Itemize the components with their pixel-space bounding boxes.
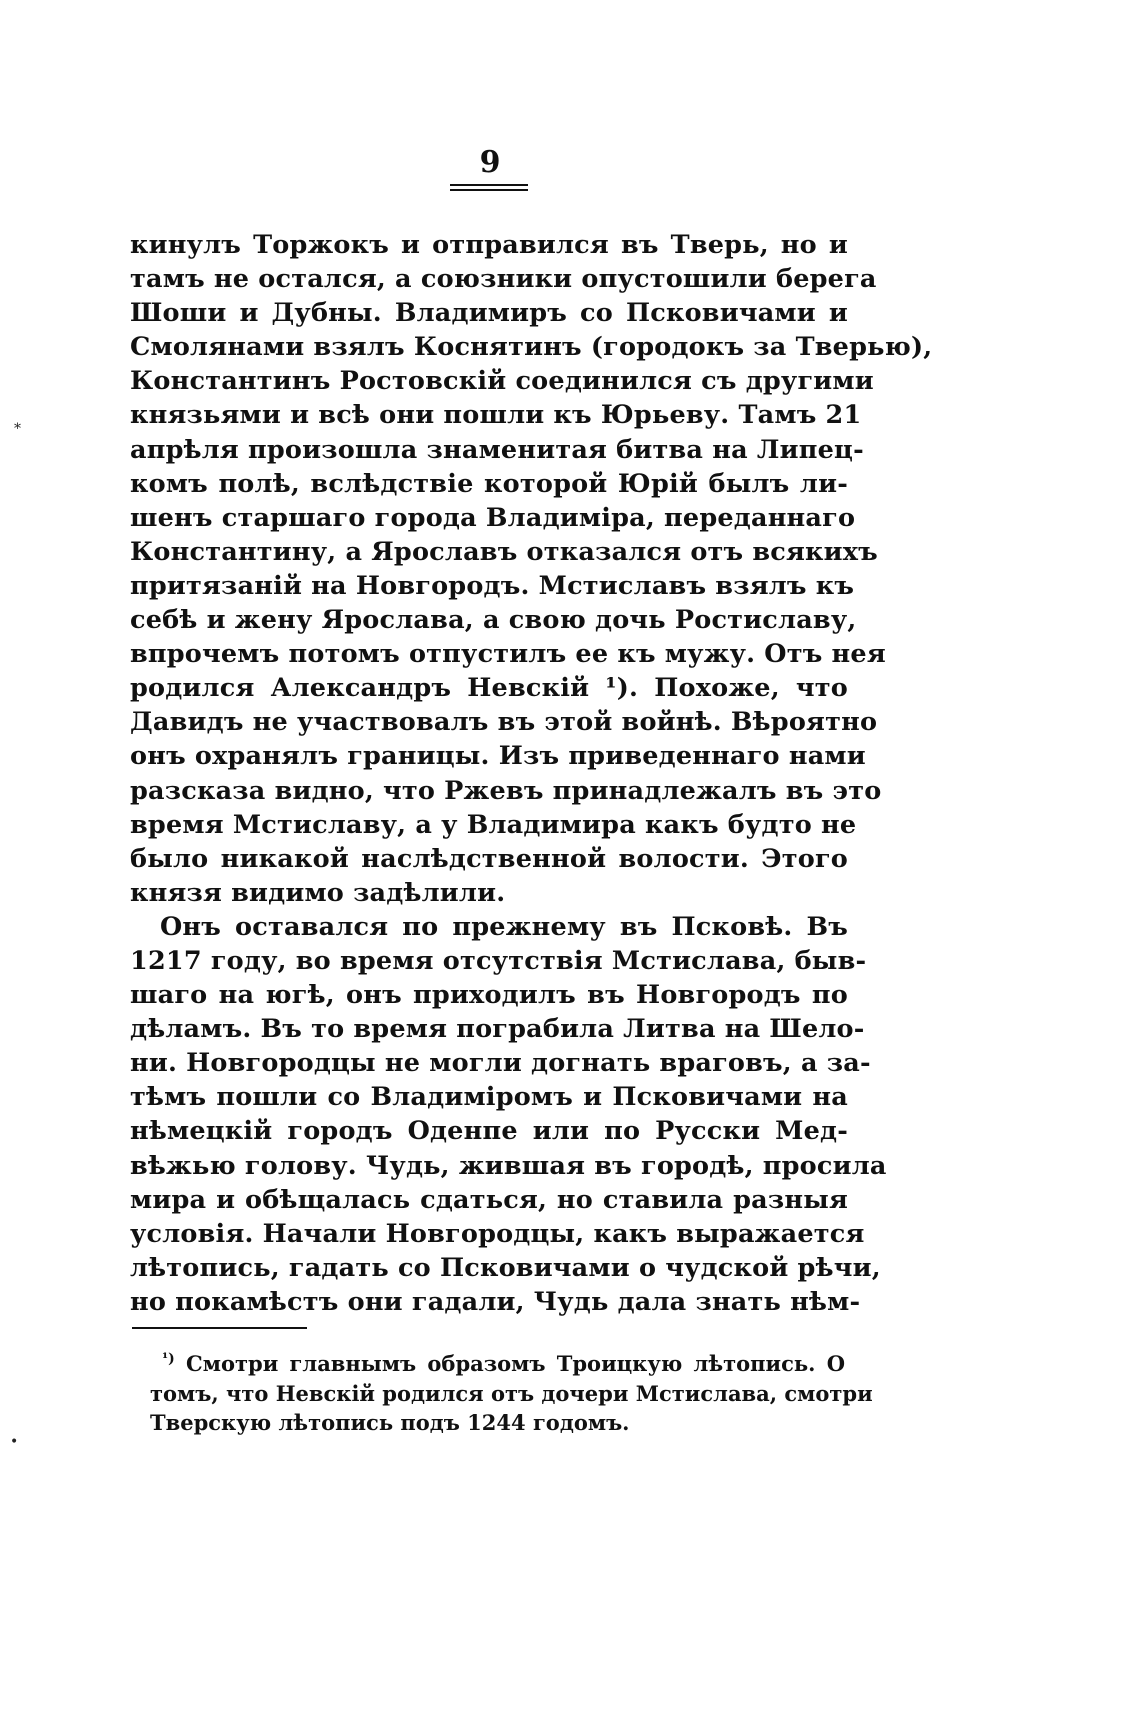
text-line: апрѣля произошла знаменитая битва на Липец- (130, 434, 864, 465)
text-line: ни. Новгородцы не могли догнать враговъ, а за- (130, 1048, 871, 1079)
text-line: было никакой наслѣдственной волости. Этого (130, 843, 848, 874)
text-line: 1217 году, во время отсутствія Мстислава, быв- (130, 945, 867, 976)
page-number-rule-top (450, 184, 528, 186)
text-line: мира и обѣщалась сдаться, но ставила разныя (130, 1184, 848, 1215)
text-line: впрочемъ потомъ отпустилъ ее къ мужу. Отъ нея (130, 639, 886, 670)
text-line: Константину, а Ярославъ отказался отъ всякихъ (130, 536, 878, 567)
text-line: князя видимо задѣлили. (130, 877, 506, 908)
text-line: онъ охранялъ границы. Изъ приведеннаго нами (130, 741, 866, 772)
text-line: Смолянами взялъ Коснятинъ (городокъ за Тверью), (130, 332, 933, 363)
body-text (130, 228, 933, 1319)
page-number: 9 (479, 145, 501, 180)
page-number-rule-bottom (450, 189, 528, 191)
footnote-line: томъ, что Невскій родился отъ дочери Мстислава, смотри (150, 1380, 873, 1406)
text-line: тѣмъ пошли со Владиміромъ и Псковичами на (130, 1082, 848, 1113)
text-line: вѣжью голову. Чудь, жившая въ городѣ, просила (130, 1150, 887, 1181)
footnote (150, 1349, 873, 1438)
text-line: дѣламъ. Въ то время пограбила Литва на Шело- (130, 1014, 865, 1045)
text-line: но покамѣстъ они гадали, Чудь дала знать нѣм- (130, 1286, 861, 1317)
footnote-marker: ¹) (162, 1351, 175, 1367)
footnote-separator (132, 1327, 307, 1329)
margin-mark: • (10, 1434, 19, 1450)
text-line: Константинъ Ростовскій соединился съ другими (130, 366, 874, 397)
footnote-text: Смотри главнымъ образомъ Троицкую лѣтопись. О (186, 1351, 845, 1376)
text-line: нѣмецкій городъ Оденпе или по Русски Мед- (130, 1116, 848, 1147)
text-line: разсказа видно, что Ржевъ принадлежалъ въ это (130, 775, 882, 806)
text-line: притязаній на Новгородъ. Мстиславъ взялъ къ (130, 570, 855, 601)
text-line: родился Александръ Невскій ¹). Похоже, что (130, 673, 848, 704)
text-line: себѣ и жену Ярослава, а свою дочь Ростиславу, (130, 605, 857, 636)
footnote-line: Тверскую лѣтопись подъ 1244 годомъ. (150, 1410, 630, 1435)
text-line: условія. Начали Новгородцы, какъ выражается (130, 1218, 865, 1249)
text-line: тамъ не остался, а союзники опустошили берега (130, 264, 877, 295)
text-line: Давидъ не участвовалъ въ этой войнѣ. Вѣроятно (130, 707, 878, 738)
text-line: князьями и всѣ они пошли къ Юрьеву. Тамъ 21 (130, 400, 862, 431)
text-line: лѣтопись, гадать со Псковичами о чудской рѣчи, (130, 1252, 881, 1283)
text-line: шаго на югѣ, онъ приходилъ въ Новгородъ по (130, 980, 848, 1011)
margin-mark: * (14, 421, 21, 437)
text-line: комъ полѣ, вслѣдствіе которой Юрій былъ ли- (130, 468, 848, 499)
footnote-line (150, 1349, 845, 1379)
text-line: время Мстиславу, а у Владимира какъ будто не (130, 809, 857, 840)
text-line: шенъ старшаго города Владиміра, переданнаго (130, 502, 856, 533)
text-line: Шоши и Дубны. Владимиръ со Псковичами и (130, 298, 848, 329)
text-line: кинулъ Торжокъ и отправился въ Тверь, но и (130, 230, 848, 260)
text-line: Онъ оставался по прежнему въ Псковѣ. Въ (160, 911, 848, 942)
